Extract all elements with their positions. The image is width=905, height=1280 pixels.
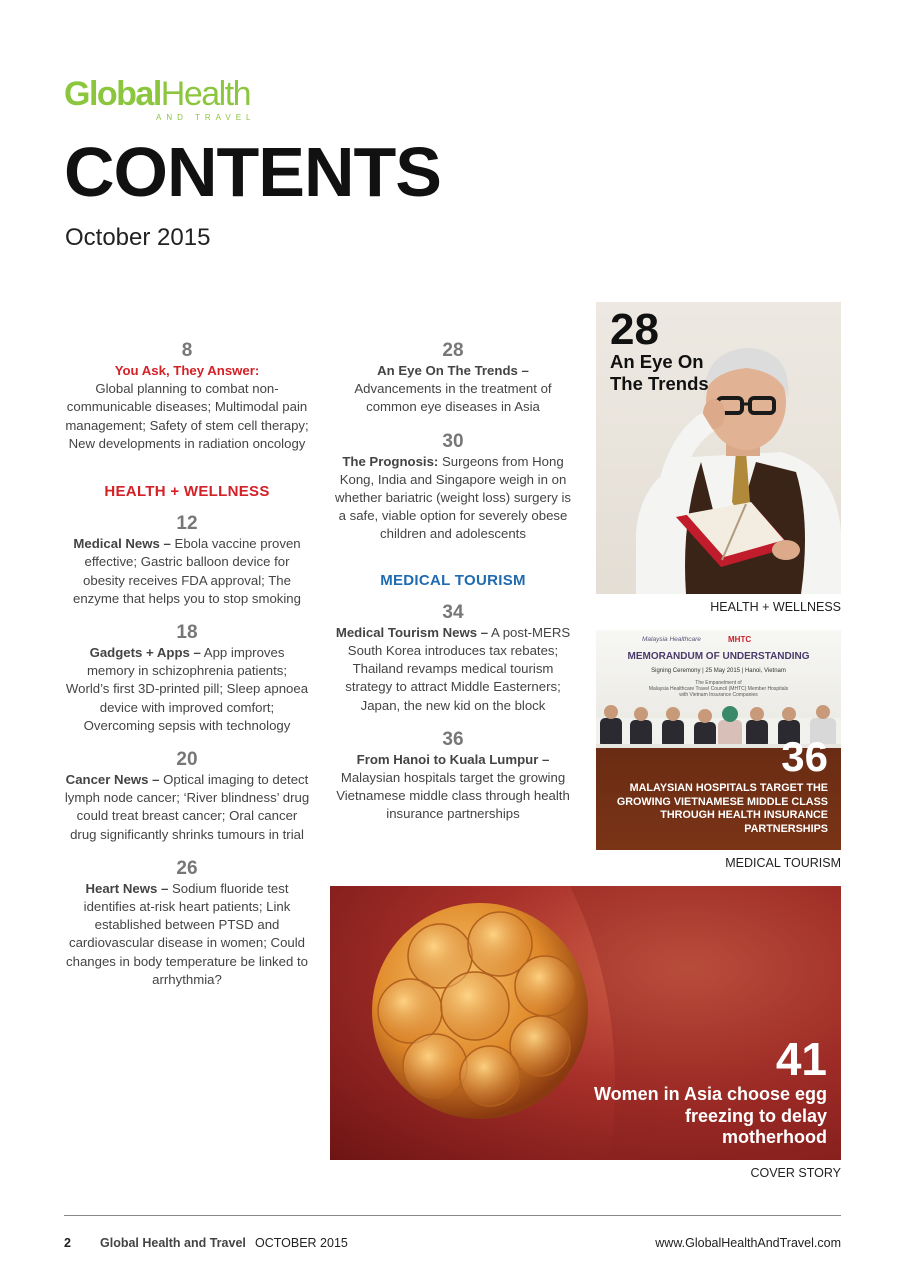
feature-caption: COVER STORY [750, 1166, 841, 1180]
page-number: 30 [442, 430, 464, 452]
contents-entry[interactable] [64, 513, 310, 608]
contents-entry[interactable] [330, 340, 576, 417]
logo-subtitle: AND TRAVEL [156, 113, 256, 122]
page-number: 20 [176, 749, 198, 771]
section-heading-medical-tourism: MEDICAL TOURISM [380, 571, 526, 589]
contents-entry[interactable] [64, 340, 310, 453]
entry-headline: You Ask, They Answer: [114, 363, 260, 378]
contents-entry[interactable] [64, 622, 310, 735]
feature-image-eye-trends[interactable] [596, 302, 841, 594]
contents-entry[interactable] [330, 431, 576, 544]
contents-entry[interactable] [64, 749, 310, 844]
entry-headline: An Eye On The Trends – [377, 363, 529, 378]
entry-description: Optical imaging to detect lymph node cancer; ‘River blindness’ drug could treat breast cancer; Oral cancer drug significantly shrinks tumours in trial [64, 772, 310, 842]
magazine-logo [64, 76, 250, 112]
issue-date: October 2015 [65, 224, 211, 251]
entry-description: Sodium fluoride test identifies at-risk heart patients; Link established between PTSD and cardiovascular disease in women; Could changes in body temperature be linked to arrhythmia? [66, 880, 308, 987]
entry-description: A post-MERS South Korea introduces tax rebates; Thailand revamps medical tourism strategy to attract Middle Easterners; Japan, the new kid on the block [345, 624, 571, 713]
entry-headline: Cancer News – [65, 772, 160, 788]
banner-text: The Empanelment of [695, 680, 742, 686]
contents-entry[interactable] [330, 729, 576, 824]
entry-description: Malaysian hospitals target the growing Vietnamese middle class through health insurance partnerships [336, 770, 570, 822]
entry-headline: From Hanoi to Kuala Lumpur – [356, 751, 550, 767]
page-title: CONTENTS [64, 133, 441, 211]
entry-description: App improves memory in schizophrenia patients; World’s first 3D-printed pill; Sleep apnoea device with improved comfort; Overcoming sepsis with technology [65, 645, 309, 733]
feature-image-mou-ceremony[interactable] [596, 630, 841, 850]
entry-description: Advancements in the treatment of common eye diseases in Asia [354, 381, 552, 415]
footer-page-number: 2 [64, 1236, 71, 1250]
page-number: 26 [176, 857, 198, 879]
contents-entry[interactable] [64, 858, 310, 989]
feature-page-number: 28 [610, 305, 659, 354]
entry-headline: Medical Tourism News – [335, 624, 489, 640]
contents-entry[interactable] [330, 602, 576, 715]
banner-text: Malaysia Healthcare Travel Council (MHTC) Member Hospitals [648, 686, 789, 692]
banner-logo-1: Malaysia Healthcare [642, 636, 701, 643]
footer-url-link[interactable]: www.GlobalHealthAndTravel.com [655, 1236, 841, 1250]
footer-magazine-name: Global Health and Travel [100, 1236, 246, 1250]
logo-light: Health [160, 75, 251, 113]
contents-column-middle [330, 340, 576, 838]
banner-text: with Vietnam Insurance Companies [679, 692, 758, 698]
page-number: 28 [442, 340, 464, 361]
page-number: 34 [442, 601, 464, 623]
feature-page-number: 41 [775, 1033, 827, 1085]
entry-headline: The Prognosis: [342, 453, 439, 469]
logo-bold: Global [64, 75, 161, 113]
entry-headline: Gadgets + Apps – [89, 645, 201, 661]
feature-page-number: 36 [781, 733, 828, 780]
entry-description: Ebola vaccine proven effective; Gastric balloon device for obesity receives FDA approval; The enzyme that helps you to stop smoking [73, 536, 301, 606]
entry-headline: Heart News – [85, 880, 169, 896]
banner-subtitle: Signing Ceremony | 25 May 2015 | Hanoi, Vietnam [651, 668, 786, 674]
feature-image-cover-story[interactable] [330, 886, 841, 1160]
banner-title: MEMORANDUM OF UNDERSTANDING [627, 651, 810, 662]
feature-title: MALAYSIAN HOSPITALS TARGET THE GROWING VIETNAMESE MIDDLE CLASS THROUGH HEALTH INSURANCE PARTNERSHIPS [616, 782, 828, 835]
feature-caption: MEDICAL TOURISM [725, 856, 841, 870]
feature-title: An Eye On The Trends [610, 351, 709, 394]
footer-issue: OCTOBER 2015 [255, 1236, 348, 1250]
banner-logo-2: MHTC [728, 635, 752, 644]
page-number: 8 [181, 340, 193, 361]
page-number: 12 [176, 513, 198, 535]
footer-divider [64, 1215, 841, 1216]
feature-caption: HEALTH + WELLNESS [710, 600, 841, 614]
entry-description: Global planning to combat non-communicable diseases; Multimodal pain management; Safety of stem cell therapy; New developments in radiation oncology [65, 381, 309, 451]
page-number: 36 [442, 728, 464, 750]
entry-description: Surgeons from Hong Kong, India and Singapore weigh in on whether bariatric (weight loss) surgery is a safe, viable option for severely obese children and adolescents [335, 453, 571, 542]
page-number: 18 [176, 622, 198, 644]
entry-headline: Medical News – [73, 536, 171, 552]
feature-title: Women in Asia choose egg freezing to delay motherhood [593, 1084, 827, 1147]
contents-column-left [64, 340, 310, 1003]
section-heading-health: HEALTH + WELLNESS [104, 483, 270, 501]
